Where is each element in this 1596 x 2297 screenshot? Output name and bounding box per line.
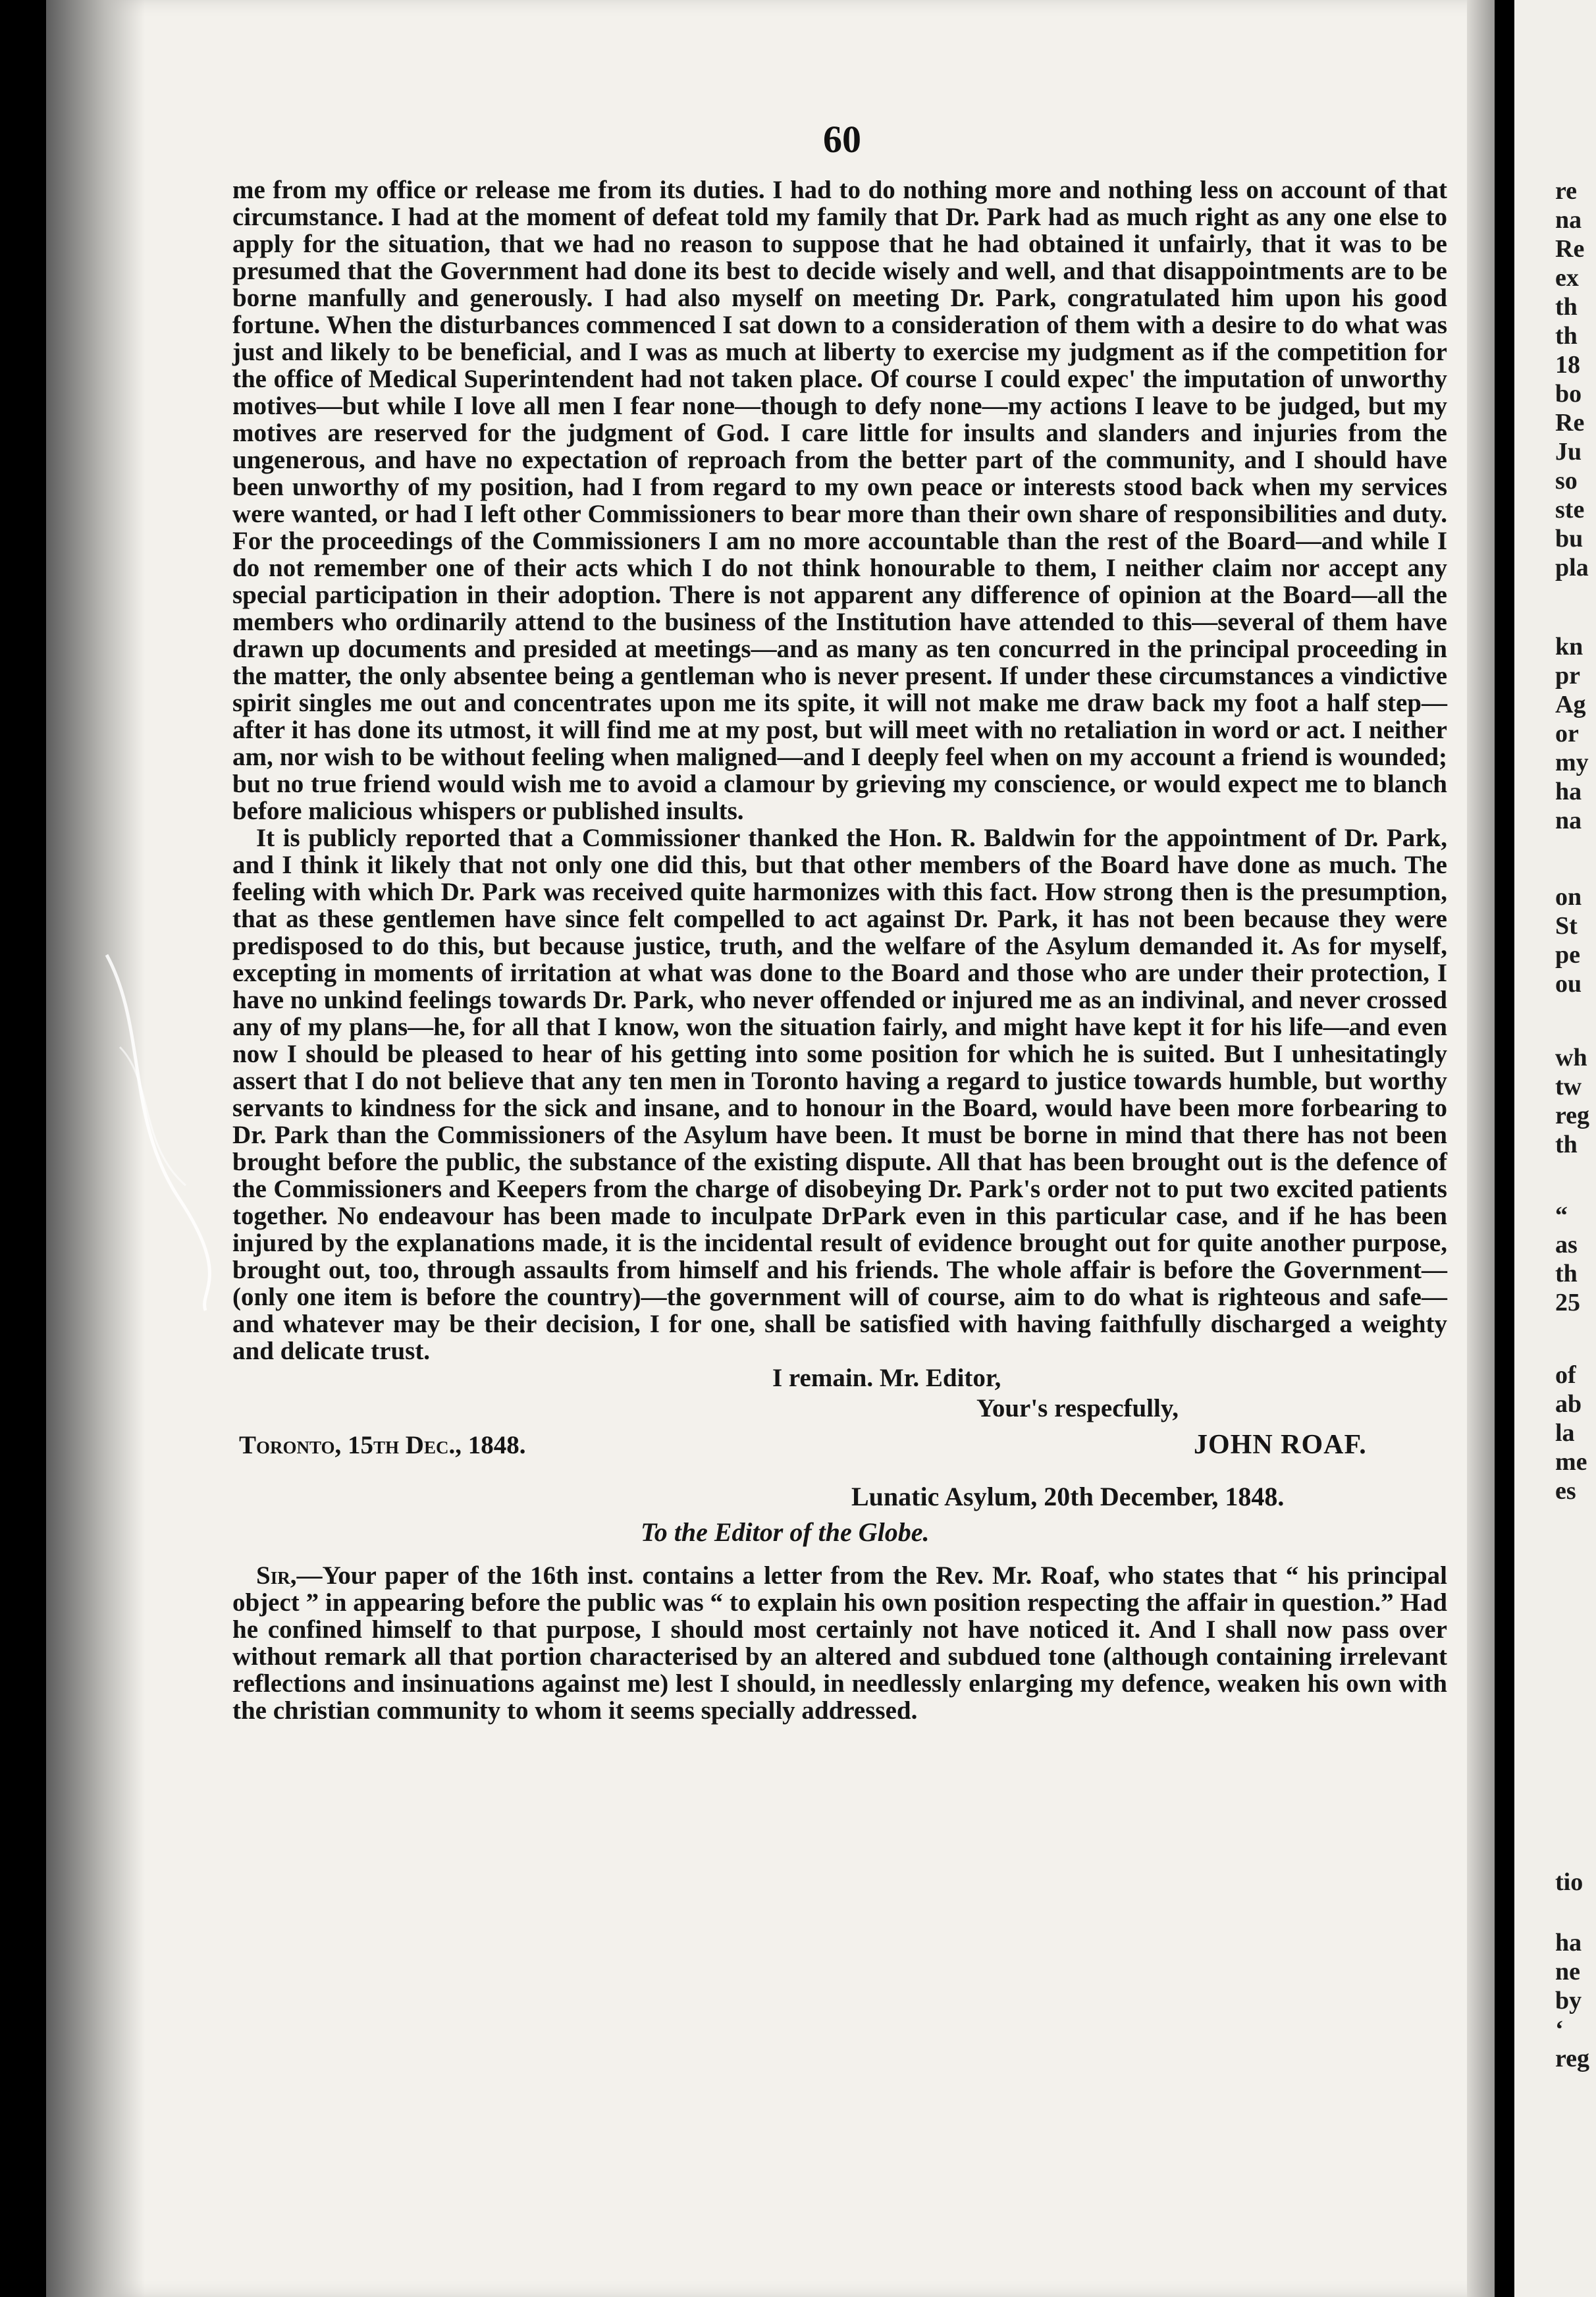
second-letter-text: —Your paper of the 16th inst. contains a letter from the Rev. Mr. Roaf, who states that “ his principal object ” in appearing before the public was “ to explain his own position respecting the affair in question.” Had he confined himself to that purpose, I should most certainly not have noticed it. And I shall now pass over without remark all that portion characterised by an altered and subdued tone (although containing irrelevant reflections and insinuations against me) lest I should, in needlessly enlarging my defence, weaken his own with the christian community to whom it seems specially addressed. bbox=[232, 1561, 1447, 1725]
document-page bbox=[46, 0, 1495, 2297]
adjacent-fragment: ou bbox=[1555, 970, 1582, 998]
second-letter-dateline: Lunatic Asylum, 20th December, 1848. bbox=[851, 1482, 1285, 1511]
adjacent-fragment: as bbox=[1555, 1231, 1578, 1258]
adjacent-fragment: la bbox=[1555, 1419, 1575, 1447]
adjacent-fragment: tw bbox=[1555, 1073, 1582, 1100]
adjacent-fragment: th bbox=[1555, 322, 1578, 350]
adjacent-fragment: na bbox=[1555, 206, 1582, 234]
adjacent-fragment: tio bbox=[1555, 1868, 1583, 1896]
adjacent-fragment: ste bbox=[1555, 496, 1585, 524]
adjacent-fragment: bu bbox=[1555, 525, 1583, 553]
closing-remain: I remain. Mr. Editor, bbox=[772, 1364, 1001, 1392]
page-crease-mark bbox=[100, 948, 212, 1317]
adjacent-page-fragment bbox=[1514, 0, 1596, 2297]
adjacent-fragment: na bbox=[1555, 807, 1582, 834]
adjacent-fragment: of bbox=[1555, 1361, 1576, 1389]
adjacent-fragment: bo bbox=[1555, 380, 1582, 408]
adjacent-fragment: wh bbox=[1555, 1044, 1587, 1071]
adjacent-fragment: “ bbox=[1555, 1202, 1568, 1230]
text-column bbox=[232, 176, 1447, 1724]
adjacent-fragment: reg bbox=[1555, 1102, 1590, 1129]
second-letter-heading-row bbox=[232, 1512, 1447, 1549]
salutation: Sir, bbox=[256, 1561, 297, 1590]
adjacent-fragment: th bbox=[1555, 293, 1578, 321]
adjacent-fragment: ne bbox=[1555, 1958, 1580, 1986]
adjacent-fragment: Ag bbox=[1555, 691, 1586, 718]
adjacent-fragment: ab bbox=[1555, 1390, 1582, 1418]
adjacent-fragment: 25 bbox=[1555, 1289, 1580, 1316]
adjacent-fragment: Re bbox=[1555, 409, 1585, 437]
adjacent-fragment: by bbox=[1555, 1987, 1582, 2014]
adjacent-fragment: ha bbox=[1555, 1929, 1582, 1957]
paragraph-2: It is publicly reported that a Commissioner thanked the Hon. R. Baldwin for the appointment of Dr. Park, and I think it likely that not only one did this, but that other members of the Board have done as much. The feeling with which Dr. Park was received quite harmonizes with this fact. How strong then is the presumption, that as these gentlemen have since felt compelled to act against Dr. Park, it has not been because they were predisposed to do this, but because justice, truth, and the welfare of the Asylum demanded it. As for myself, excepting in moments of irritation at what was done to the Board and those who are under their protection, I have no unkind feelings towards Dr. Park, who never offended or injured me as an indivinal, and never crossed any of my plans—he, for all that I know, won the situation fairly, and might have kept it for his life—and even now I should be pleased to hear of his getting into some position for which he is suited. But I unhesitatingly assert that I do not believe that any ten men in Toronto having a regard to justice towards humble, but worthy servants to kindness for the sick and insane, and to honour in the Board, would have been more forbearing to Dr. Park than the Commissioners of the Asylum have been. It must be borne in mind that there has not been brought before the public, the substance of the existing dispute. All that has been brought out is the defence of the Commissioners and Keepers from the charge of disobeying Dr. Park's order not to put two excited patients together. No endeavour has been made to inculpate DrPark even in this particular case, and if he has been injured by the explanations made, it is the incidental result of evidence brought out for quite another purpose, brought out, too, through assaults from himself and his friends. The whole affair is before the Government—(only one item is before the country)—the government will of course, aim to do what is righteous and safe—and whatever may be their decision, I for one, shall be satisfied with having faithfully discharged a weighty and delicate trust. bbox=[232, 824, 1447, 1365]
signature: JOHN ROAF. bbox=[1194, 1430, 1367, 1460]
adjacent-fragment: re bbox=[1555, 177, 1578, 205]
adjacent-fragment: th bbox=[1555, 1260, 1578, 1287]
signature-row bbox=[232, 1425, 1447, 1465]
adjacent-fragment: pe bbox=[1555, 941, 1580, 969]
adjacent-fragment: me bbox=[1555, 1448, 1587, 1476]
page-number: 60 bbox=[823, 118, 861, 161]
closing-line-2 bbox=[232, 1395, 1447, 1425]
adjacent-fragment: ‘ bbox=[1555, 2016, 1564, 2043]
adjacent-fragment: on bbox=[1555, 883, 1582, 911]
adjacent-fragment: St bbox=[1555, 912, 1578, 940]
paragraph-1: me from my office or release me from its duties. I had to do nothing more and nothing less on account of that circumstance. I had at the moment of defeat told my family that Dr. Park had as much right as any one else to apply for the situation, that we had no reason to suppose that he had obtained it unfairly, that it was to be presumed that the Government had done its best to decide wisely and well, and that disappointments are to be borne manfully and generously. I had also myself on meeting Dr. Park, congratulated him upon his good fortune. When the disturbances commenced I sat down to a consideration of them with a desire to do what was just and likely to be beneficial, and I was as much at liberty to exercise my judgment as if the competition for the office of Medical Superintendent had not taken place. Of course I could expec' the imputation of unworthy motives—but while I love all men I fear none—though to defy none—my actions I leave to be judged, but my motives are reserved for the judgment of God. I care little for insults and slanders and injuries from the ungenerous, and have no expectation of reproach from the better part of the community, and I should have been unworthy of my position, had I from regard to my own peace or interests stood back when my services were wanted, or had I left other Commissioners to bear more than their own share of responsibilities and duty. For the proceedings of the Commissioners I am no more accountable than the rest of the Board—and while I do not remember one of their acts which I do not think honourable to them, I neither claim nor accept any special participation in their adoption. There is not apparent any difference of opinion at the Board—all the members who ordinarily attend to the business of the Institution have attended to this—several of them have drawn up documents and presided at meetings—and as many as ten concurred in the principal proceeding in the matter, the only absentee being a gentleman who is never present. If under these circumstances a vindictive spirit singles me out and concentrates upon me its spite, it will not make me draw back my foot a half step—after it has done its utmost, it will find me at my post, but will meet with no retaliation in word or act. I neither am, nor wish to be without feeling when maligned—and I deeply feel when on my account a friend is wounded; but no true friend would wish me to avoid a clamour by grieving my conscience, or would expect me to blanch before malicious whispers or published insults. bbox=[232, 176, 1447, 825]
second-letter-body bbox=[232, 1562, 1447, 1724]
adjacent-fragment: ex bbox=[1555, 264, 1579, 292]
adjacent-fragment: my bbox=[1555, 749, 1589, 776]
adjacent-fragment: reg bbox=[1555, 2045, 1590, 2072]
adjacent-fragment: pr bbox=[1555, 662, 1580, 689]
adjacent-fragment: th bbox=[1555, 1131, 1578, 1158]
closing-respectfully: Your's respecfully, bbox=[976, 1394, 1179, 1422]
closing-line-1 bbox=[232, 1365, 1447, 1395]
adjacent-fragment: ha bbox=[1555, 778, 1582, 805]
second-letter-dateline-row bbox=[232, 1465, 1447, 1512]
adjacent-fragment: or bbox=[1555, 720, 1579, 747]
adjacent-fragment: es bbox=[1555, 1477, 1576, 1505]
place-date: Toronto, 15th Dec., 1848. bbox=[239, 1431, 526, 1459]
adjacent-fragment: kn bbox=[1555, 633, 1583, 661]
adjacent-fragment: Ju bbox=[1555, 438, 1582, 466]
adjacent-fragment: 18 bbox=[1555, 351, 1580, 379]
adjacent-fragment: so bbox=[1555, 467, 1578, 495]
adjacent-fragment: Re bbox=[1555, 235, 1585, 263]
second-letter-heading: To the Editor of the Globe. bbox=[641, 1517, 930, 1547]
binding-edge bbox=[1467, 0, 1495, 2297]
adjacent-fragment: pla bbox=[1555, 554, 1589, 581]
